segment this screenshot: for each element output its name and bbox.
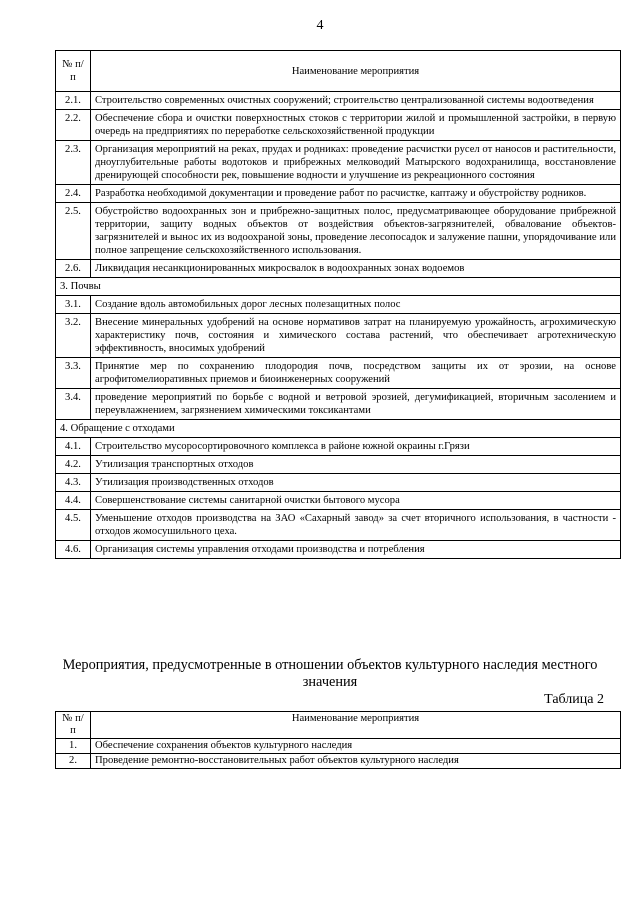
row-number: 2. [56, 754, 91, 769]
table-row [56, 754, 621, 769]
header-number: № п/п [56, 51, 91, 92]
section-title: 3. Почвы [56, 278, 621, 296]
table-row [56, 739, 621, 754]
row-text: Внесение минеральных удобрений на основе нормативов затрат на планируемую урожайность, агрохимическую характеристику почв, состояния и химического состава растений, что обеспечивает агротехническую эффективность, вносимых удобрений [91, 314, 621, 358]
table-row [56, 92, 621, 110]
row-text: Организация системы управления отходами производства и потребления [91, 541, 621, 559]
section-title: 4. Обращение с отходами [56, 420, 621, 438]
table-row [56, 110, 621, 141]
row-number: 4.4. [56, 492, 91, 510]
table-label: Таблица 2 [544, 692, 604, 707]
row-text: Обустройство водоохранных зон и прибрежно-защитных полос, предусматривающее оборудование прибрежной территории, защиту водных объектов от воздействия объектов-загрязнителей, обвалование объектов-загрязнителей и вынос их из водоохраной зоны, проведение лесопосадок и залужение пашни, упорядочивание или полное запрещение сельскохозяйственного использования. [91, 203, 621, 260]
table-row [56, 492, 621, 510]
table-header-row [56, 51, 621, 92]
row-number: 4.6. [56, 541, 91, 559]
row-text: Строительство современных очистных сооружений; строительство централизованной системы водоотведения [91, 92, 621, 110]
row-number: 4.2. [56, 456, 91, 474]
header-name: Наименование мероприятия [91, 712, 621, 739]
row-number: 2.3. [56, 141, 91, 185]
table-header-row [56, 712, 621, 739]
table-row [56, 456, 621, 474]
row-text: проведение мероприятий по борьбе с водной и ветровой эрозией, дегумификацией, вторичным засолением и переувлажнением, загрязнением химическими токсикантами [91, 389, 621, 420]
header-number: № п/п [56, 712, 91, 739]
row-text: Ликвидация несанкционированных микросвалок в водоохранных зонах водоемов [91, 260, 621, 278]
row-number: 4.3. [56, 474, 91, 492]
table-row [56, 438, 621, 456]
section-row [56, 420, 621, 438]
row-number: 1. [56, 739, 91, 754]
row-text: Проведение ремонтно-восстановительных работ объектов культурного наследия [91, 754, 621, 769]
row-text: Утилизация производственных отходов [91, 474, 621, 492]
table-row [56, 474, 621, 492]
row-number: 4.1. [56, 438, 91, 456]
row-number: 2.4. [56, 185, 91, 203]
table-row [56, 203, 621, 260]
cultural-heritage-table [55, 711, 621, 769]
row-number: 3.1. [56, 296, 91, 314]
row-text: Создание вдоль автомобильных дорог лесных полезащитных полос [91, 296, 621, 314]
section-row [56, 278, 621, 296]
header-name: Наименование мероприятия [91, 51, 621, 92]
table-row [56, 358, 621, 389]
row-text: Уменьшение отходов производства на ЗАО «Сахарный завод» за счет вторичного использования, в частности - отходов жомосушильного цеха. [91, 510, 621, 541]
table-row [56, 314, 621, 358]
table-row [56, 141, 621, 185]
row-text: Разработка необходимой документации и проведение работ по расчистке, каптажу и обустройству родников. [91, 185, 621, 203]
row-text: Принятие мер по сохранению плодородия почв, посредством защиты их от эрозии, на основе агрофитомелиоративных приемов и биоинженерных сооружений [91, 358, 621, 389]
row-number: 3.4. [56, 389, 91, 420]
table-row [56, 510, 621, 541]
page-number: 4 [316, 18, 324, 33]
row-number: 2.1. [56, 92, 91, 110]
row-number: 2.5. [56, 203, 91, 260]
table-row [56, 185, 621, 203]
table-row [56, 296, 621, 314]
measures-table [55, 50, 621, 559]
row-number: 4.5. [56, 510, 91, 541]
row-text: Организация мероприятий на реках, прудах и родниках: проведение расчистки русел от наносов и растительности, дноуглубительные работы водотоков и прибрежных мелководий Матырского водохранилища, восстановление дренирующей способности рек, повышение водности и улучшение из рекреационного состояния [91, 141, 621, 185]
row-text: Совершенствование системы санитарной очистки бытового мусора [91, 492, 621, 510]
row-text: Утилизация транспортных отходов [91, 456, 621, 474]
row-number: 3.3. [56, 358, 91, 389]
row-text: Обеспечение сохранения объектов культурного наследия [91, 739, 621, 754]
row-text: Строительство мусоросортировочного комплекса в районе южной окраины г.Грязи [91, 438, 621, 456]
row-number: 2.2. [56, 110, 91, 141]
row-number: 3.2. [56, 314, 91, 358]
row-text: Обеспечение сбора и очистки поверхностных стоков с территории жилой и промышленной застройки, в первую очередь на предприятиях по переработке сельскохозяйственной продукции [91, 110, 621, 141]
table-row [56, 541, 621, 559]
table-row [56, 260, 621, 278]
section-heading: Мероприятия, предусмотренные в отношении объектов культурного наследия местного значения [62, 657, 598, 690]
row-number: 2.6. [56, 260, 91, 278]
table-row [56, 389, 621, 420]
